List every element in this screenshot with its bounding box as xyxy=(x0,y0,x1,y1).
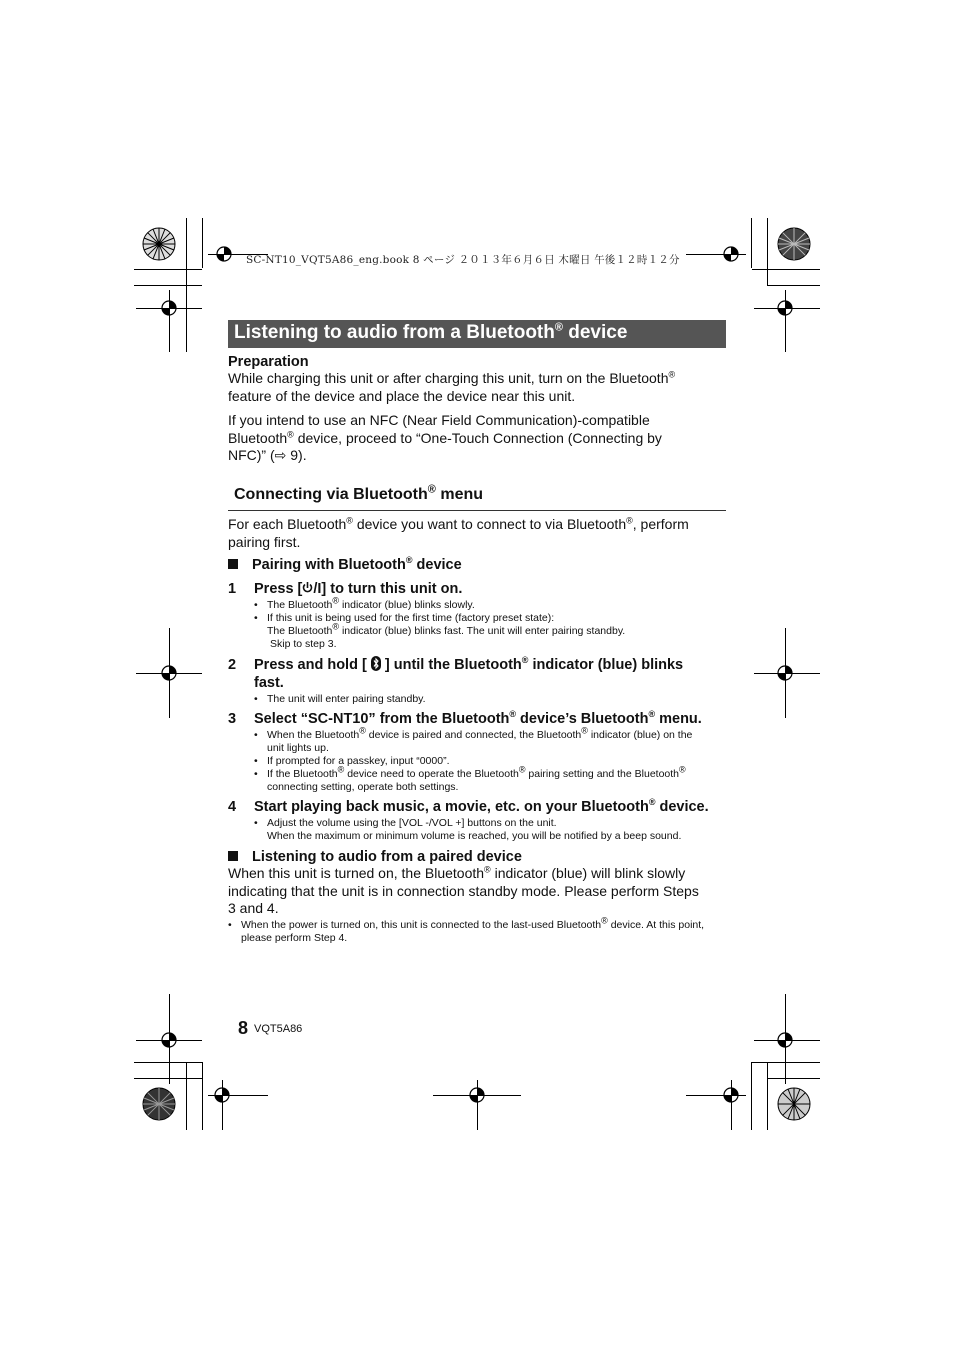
step-1: 1 Press [ /I] to turn this unit on. xyxy=(228,581,463,597)
registration-target-icon xyxy=(720,1084,742,1106)
step-4: 4 Start playing back music, a movie, etc. on your Bluetooth® device. xyxy=(228,797,709,815)
color-rosette-icon xyxy=(777,227,811,261)
step-2: 2 Press and hold [ ] until the Bluetooth® indicator (blue) blinks fast. xyxy=(228,655,684,691)
step-3: 3 Select “SC-NT10” from the Bluetooth® device’s Bluetooth® menu. xyxy=(228,709,702,727)
print-header-line: SC-NT10_VQT5A86_eng.book 8 ページ ２０１３年６月６日 木曜日 午後１２時１２分 xyxy=(246,254,680,266)
registered-mark: ® xyxy=(427,483,436,496)
paired-device-paragraph: When this unit is turned on, the Bluetooth® indicator (blue) will blink slowly indicating that the unit is in connection standby mode. Please perform Steps 3 and 4. xyxy=(228,864,699,916)
square-bullet-icon xyxy=(228,851,238,861)
step-3-note-3: • If the Bluetooth® device need to operate the Bluetooth® pairing setting and the Bluetooth® connecting setting, operate both settings. xyxy=(254,764,686,793)
step-2-note-1: • The unit will enter pairing standby. xyxy=(254,693,426,705)
registration-target-icon xyxy=(720,243,742,265)
step-3-note-2: • If prompted for a passkey, input “0000”. xyxy=(254,755,450,767)
section-heading: Connecting via Bluetooth® menu xyxy=(228,486,726,511)
registered-mark: ® xyxy=(554,321,563,334)
document-code: VQT5A86 xyxy=(254,1023,303,1035)
color-rosette-icon xyxy=(142,1087,176,1121)
registration-target-icon xyxy=(158,1029,180,1051)
page-number: 8 xyxy=(238,1018,249,1038)
paired-device-heading: Listening to audio from a paired device xyxy=(228,849,522,865)
registration-target-icon xyxy=(158,297,180,319)
page-title xyxy=(228,320,726,348)
preparation-label: Preparation xyxy=(228,354,309,370)
registration-target-icon xyxy=(774,662,796,684)
registration-target-icon xyxy=(211,1084,233,1106)
step-3-note-1: • When the Bluetooth® device is paired and connected, the Bluetooth® indicator (blue) on the unit lights up. xyxy=(254,725,693,754)
color-rosette-icon xyxy=(142,227,176,261)
power-standby-icon xyxy=(302,581,313,594)
preparation-paragraph-2: If you intend to use an NFC (Near Field Communication)-compatible Bluetooth® device, proceed to “One-Touch Connection (Connecting by NFC)” (⇨ 9). xyxy=(228,412,662,463)
page-title-text: Listening to audio from a Bluetooth xyxy=(234,322,555,343)
color-rosette-icon xyxy=(777,1087,811,1121)
page-title-suffix: device xyxy=(562,322,628,343)
preparation-paragraph-1: While charging this unit or after charging this unit, turn on the Bluetooth® feature of the device and place the device near this unit. xyxy=(228,369,676,404)
registration-target-icon xyxy=(158,662,180,684)
bluetooth-icon xyxy=(371,656,381,671)
step-1-note-2: • If this unit is being used for the first time (factory preset state): The Bluetooth® indicator (blue) blinks fast. The unit will enter pairing standby. Skip to step 3. xyxy=(254,612,626,650)
section-intro: For each Bluetooth® device you want to connect to via Bluetooth®, perform pairing first. xyxy=(228,515,689,550)
paired-device-note: • When the power is turned on, this unit is connected to the last-used Bluetooth® device. At this point, please perform Step 4. xyxy=(228,915,705,944)
registration-target-icon xyxy=(466,1084,488,1106)
registration-target-icon xyxy=(213,243,235,265)
step-1-note-1: • The Bluetooth® indicator (blue) blinks slowly. xyxy=(254,595,475,611)
square-bullet-icon xyxy=(228,559,238,569)
registered-mark: ® xyxy=(287,428,294,439)
registered-mark: ® xyxy=(668,369,676,380)
pairing-heading: Pairing with Bluetooth® device xyxy=(228,557,462,573)
registration-target-icon xyxy=(774,1029,796,1051)
step-4-note-1: • Adjust the volume using the [VOL -/VOL +] buttons on the unit. When the maximum or minimum volume is reached, you will be notified by a beep sound. xyxy=(254,817,682,842)
registration-target-icon xyxy=(774,297,796,319)
